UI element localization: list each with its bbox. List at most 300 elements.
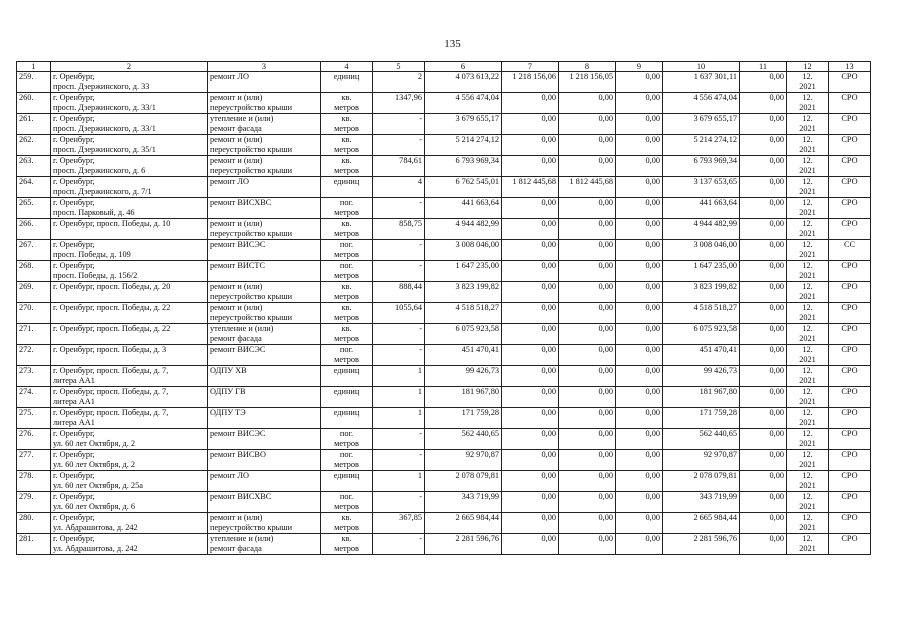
row-number-cell — [17, 324, 51, 345]
col9-cell — [616, 387, 663, 408]
col8-cell — [559, 135, 616, 156]
col8-value: 0,00 — [598, 513, 613, 522]
address-cell — [51, 387, 208, 408]
deadline-cell — [787, 156, 829, 177]
address-line-2: литера АА1 — [53, 396, 95, 406]
col9-value: 0,00 — [645, 240, 660, 249]
col11-cell — [740, 240, 787, 261]
table-row — [17, 282, 871, 303]
col11-cell — [740, 450, 787, 471]
work-type-line-2: переустройство крыши — [210, 228, 293, 238]
unit-cell — [321, 177, 373, 198]
col9-cell — [616, 240, 663, 261]
deadline-cell — [787, 303, 829, 324]
header-cell: 1 — [17, 62, 51, 72]
unit-line-2: метров — [334, 501, 359, 511]
address-line-1: г. Оренбург, — [53, 261, 95, 270]
quantity-value: 1 — [417, 366, 422, 375]
quantity-value: 367,85 — [399, 513, 422, 522]
total-cost-cell — [425, 408, 502, 429]
col9-value: 0,00 — [645, 513, 660, 522]
col8-value: 0,00 — [598, 135, 613, 144]
col7-value: 0,00 — [541, 513, 556, 522]
col9-value: 0,00 — [645, 93, 660, 102]
table-row — [17, 261, 871, 282]
quantity-cell — [373, 177, 425, 198]
work-type-cell — [208, 408, 321, 429]
quantity-value: - — [419, 345, 422, 354]
total-cost-value: 4 556 474,04 — [455, 93, 499, 102]
row-number-cell — [17, 366, 51, 387]
quantity-cell — [373, 261, 425, 282]
unit-cell — [321, 282, 373, 303]
col11-cell — [740, 177, 787, 198]
quantity-value: 4 — [417, 177, 422, 186]
total-cost-value: 4 944 482,99 — [455, 219, 499, 228]
row-number-cell — [17, 177, 51, 198]
work-type-cell — [208, 492, 321, 513]
col11-cell — [740, 366, 787, 387]
table-row — [17, 177, 871, 198]
total-cost-value: 2 078 079,81 — [455, 471, 499, 480]
unit-line-2: метров — [334, 165, 359, 175]
col10-value: 3 008 046,00 — [693, 240, 737, 249]
work-type-line-1: ремонт ВИСЭС — [210, 240, 266, 249]
quantity-cell — [373, 93, 425, 114]
method-cell — [829, 240, 871, 261]
method-cell — [829, 72, 871, 93]
method-cell — [829, 492, 871, 513]
col9-cell — [616, 261, 663, 282]
work-type-line-1: ремонт и (или) — [210, 135, 263, 144]
col10-cell — [663, 429, 740, 450]
quantity-value: - — [419, 114, 422, 123]
col11-value: 0,00 — [769, 534, 784, 543]
work-type-line-1: утепление и (или) — [210, 114, 274, 123]
total-cost-cell — [425, 492, 502, 513]
quantity-value: - — [419, 450, 422, 459]
unit-line-1: кв. — [341, 93, 352, 102]
row-number: 267. — [19, 240, 34, 249]
header-cell: 5 — [373, 62, 425, 72]
deadline-year: 2021 — [799, 207, 816, 217]
unit-line-1: пог. — [339, 240, 354, 249]
total-cost-value: 3 679 655,17 — [455, 114, 499, 123]
unit-cell — [321, 303, 373, 324]
unit-line-1: единиц — [333, 366, 360, 375]
row-number: 274. — [19, 387, 34, 396]
work-type-cell — [208, 282, 321, 303]
deadline-month: 12. — [802, 513, 813, 522]
work-type-cell — [208, 429, 321, 450]
table-row — [17, 135, 871, 156]
col10-value: 3 679 655,17 — [693, 114, 737, 123]
quantity-cell — [373, 324, 425, 345]
method-cell — [829, 156, 871, 177]
unit-line-1: кв. — [341, 219, 352, 228]
method-cell — [829, 114, 871, 135]
address-line-1: г. Оренбург, просп. Победы, д. 7, — [53, 408, 169, 417]
quantity-cell — [373, 114, 425, 135]
work-type-line-1: ОДПУ ГВ — [210, 387, 246, 396]
col9-value: 0,00 — [645, 345, 660, 354]
col7-cell — [502, 513, 559, 534]
table-row — [17, 450, 871, 471]
col9-value: 0,00 — [645, 366, 660, 375]
work-type-line-1: ремонт и (или) — [210, 156, 263, 165]
quantity-cell — [373, 282, 425, 303]
address-cell — [51, 114, 208, 135]
address-line-2: просп. Дзержинского, д. 6 — [53, 165, 146, 175]
col7-value: 0,00 — [541, 240, 556, 249]
total-cost-cell — [425, 156, 502, 177]
row-number-cell — [17, 114, 51, 135]
address-line-2: просп. Дзержинского, д. 33/1 — [53, 102, 156, 112]
unit-line-1: пог. — [339, 492, 354, 501]
work-type-line-2: ремонт фасада — [210, 123, 262, 133]
repair-program-table — [16, 61, 871, 555]
unit-line-2: метров — [334, 249, 359, 259]
unit-cell — [321, 408, 373, 429]
unit-line-1: кв. — [341, 282, 352, 291]
total-cost-cell — [425, 387, 502, 408]
unit-line-1: единиц — [333, 72, 360, 81]
quantity-value: - — [419, 492, 422, 501]
deadline-year: 2021 — [799, 333, 816, 343]
deadline-month: 12. — [802, 387, 813, 396]
work-type-line-1: ремонт ВИСВО — [210, 450, 266, 459]
address-cell — [51, 72, 208, 93]
quantity-value: 2 — [417, 72, 422, 81]
col8-cell — [559, 450, 616, 471]
address-line-2: просп. Победы, д. 156/2 — [53, 270, 138, 280]
method-value: СРО — [841, 93, 858, 102]
address-line-2: просп. Победы, д. 109 — [53, 249, 131, 259]
address-cell — [51, 135, 208, 156]
col7-value: 0,00 — [541, 366, 556, 375]
total-cost-cell — [425, 450, 502, 471]
work-type-cell — [208, 366, 321, 387]
col7-value: 0,00 — [541, 429, 556, 438]
col8-value: 0,00 — [598, 492, 613, 501]
col8-cell — [559, 198, 616, 219]
work-type-line-1: ремонт ЛО — [210, 72, 249, 81]
work-type-line-1: ремонт ВИСХВС — [210, 492, 272, 501]
col7-cell — [502, 240, 559, 261]
row-number-cell — [17, 450, 51, 471]
col7-value: 0,00 — [541, 471, 556, 480]
unit-line-1: единиц — [333, 471, 360, 480]
col7-value: 0,00 — [541, 156, 556, 165]
address-cell — [51, 366, 208, 387]
col7-cell — [502, 450, 559, 471]
address-line-1: г. Оренбург, — [53, 450, 95, 459]
col7-cell — [502, 324, 559, 345]
address-line-1: г. Оренбург, — [53, 177, 95, 186]
col10-cell — [663, 324, 740, 345]
deadline-cell — [787, 471, 829, 492]
col7-cell — [502, 492, 559, 513]
table-row — [17, 387, 871, 408]
col11-cell — [740, 93, 787, 114]
quantity-cell — [373, 156, 425, 177]
table-row — [17, 534, 871, 555]
address-line-1: г. Оренбург, — [53, 534, 95, 543]
row-number: 280. — [19, 513, 34, 522]
col9-cell — [616, 471, 663, 492]
address-cell — [51, 303, 208, 324]
unit-cell — [321, 240, 373, 261]
col9-value: 0,00 — [645, 492, 660, 501]
address-cell — [51, 177, 208, 198]
col7-value: 0,00 — [541, 534, 556, 543]
address-line-1: г. Оренбург, просп. Победы, д. 7, — [53, 387, 169, 396]
method-value: СРО — [841, 114, 858, 123]
col10-cell — [663, 135, 740, 156]
address-line-1: г. Оренбург, — [53, 471, 95, 480]
deadline-year: 2021 — [799, 123, 816, 133]
col11-cell — [740, 534, 787, 555]
unit-line-2: метров — [334, 354, 359, 364]
work-type-line-1: утепление и (или) — [210, 324, 274, 333]
method-value: СРО — [841, 219, 858, 228]
work-type-cell — [208, 324, 321, 345]
address-line-2: просп. Дзержинского, д. 33 — [53, 81, 150, 91]
col9-value: 0,00 — [645, 429, 660, 438]
deadline-year: 2021 — [799, 249, 816, 259]
address-line-1: г. Оренбург, просп. Победы, д. 3 — [53, 345, 167, 354]
unit-line-1: кв. — [341, 324, 352, 333]
col11-cell — [740, 324, 787, 345]
col7-cell — [502, 345, 559, 366]
col10-value: 4 556 474,04 — [693, 93, 737, 102]
row-number: 270. — [19, 303, 34, 312]
deadline-month: 12. — [802, 345, 813, 354]
row-number: 263. — [19, 156, 34, 165]
total-cost-cell — [425, 240, 502, 261]
col7-cell — [502, 366, 559, 387]
unit-line-1: кв. — [341, 534, 352, 543]
col11-value: 0,00 — [769, 240, 784, 249]
col9-value: 0,00 — [645, 114, 660, 123]
quantity-value: - — [419, 534, 422, 543]
deadline-cell — [787, 282, 829, 303]
total-cost-cell — [425, 429, 502, 450]
col7-cell — [502, 114, 559, 135]
col10-value: 3 823 199,82 — [693, 282, 737, 291]
row-number-cell — [17, 534, 51, 555]
col11-cell — [740, 408, 787, 429]
deadline-year: 2021 — [799, 291, 816, 301]
unit-line-1: кв. — [341, 114, 352, 123]
row-number-cell — [17, 387, 51, 408]
col8-value: 0,00 — [598, 303, 613, 312]
col11-value: 0,00 — [769, 177, 784, 186]
unit-line-1: единиц — [333, 408, 360, 417]
unit-line-2: метров — [334, 333, 359, 343]
unit-line-1: кв. — [341, 156, 352, 165]
method-cell — [829, 303, 871, 324]
total-cost-cell — [425, 324, 502, 345]
deadline-month: 12. — [802, 240, 813, 249]
deadline-year: 2021 — [799, 480, 816, 490]
total-cost-cell — [425, 135, 502, 156]
col9-cell — [616, 429, 663, 450]
row-number: 268. — [19, 261, 34, 270]
address-line-2: просп. Дзержинского, д. 33/1 — [53, 123, 156, 133]
address-line-2: литера АА1 — [53, 375, 95, 385]
address-line-1: г. Оренбург, — [53, 135, 95, 144]
table-row — [17, 219, 871, 240]
work-type-line-1: ремонт и (или) — [210, 219, 263, 228]
col8-cell — [559, 534, 616, 555]
quantity-cell — [373, 429, 425, 450]
col9-value: 0,00 — [645, 282, 660, 291]
col11-value: 0,00 — [769, 387, 784, 396]
col9-value: 0,00 — [645, 198, 660, 207]
col11-cell — [740, 219, 787, 240]
col10-value: 4 518 518,27 — [693, 303, 737, 312]
quantity-value: 888,44 — [399, 282, 422, 291]
total-cost-value: 4 073 613,22 — [455, 72, 499, 81]
row-number-cell — [17, 156, 51, 177]
address-cell — [51, 261, 208, 282]
col8-cell — [559, 366, 616, 387]
unit-cell — [321, 72, 373, 93]
method-value: СРО — [841, 471, 858, 480]
col8-cell — [559, 219, 616, 240]
quantity-value: - — [419, 324, 422, 333]
deadline-year: 2021 — [799, 417, 816, 427]
total-cost-value: 1 647 235,00 — [455, 261, 499, 270]
col10-value: 4 944 482,99 — [693, 219, 737, 228]
work-type-cell — [208, 513, 321, 534]
address-cell — [51, 408, 208, 429]
col10-cell — [663, 366, 740, 387]
deadline-cell — [787, 219, 829, 240]
method-cell — [829, 93, 871, 114]
table-row — [17, 492, 871, 513]
work-type-line-2: переустройство крыши — [210, 312, 293, 322]
total-cost-value: 181 967,80 — [461, 387, 499, 396]
deadline-year: 2021 — [799, 186, 816, 196]
col9-cell — [616, 408, 663, 429]
col11-value: 0,00 — [769, 261, 784, 270]
col10-cell — [663, 72, 740, 93]
address-line-1: г. Оренбург, — [53, 156, 95, 165]
address-line-1: г. Оренбург, просп. Победы, д. 22 — [53, 303, 171, 312]
unit-cell — [321, 513, 373, 534]
unit-cell — [321, 366, 373, 387]
col11-cell — [740, 135, 787, 156]
total-cost-cell — [425, 198, 502, 219]
total-cost-value: 6 075 923,58 — [455, 324, 499, 333]
quantity-cell — [373, 366, 425, 387]
col9-value: 0,00 — [645, 135, 660, 144]
row-number: 271. — [19, 324, 34, 333]
total-cost-cell — [425, 513, 502, 534]
col10-cell — [663, 156, 740, 177]
col8-cell — [559, 177, 616, 198]
deadline-year: 2021 — [799, 522, 816, 532]
method-value: СРО — [841, 72, 858, 81]
address-line-2: ул. Абдрашитова, д. 242 — [53, 543, 138, 553]
method-cell — [829, 261, 871, 282]
row-number: 273. — [19, 366, 34, 375]
quantity-cell — [373, 135, 425, 156]
address-line-2: литера АА1 — [53, 417, 95, 427]
quantity-cell — [373, 72, 425, 93]
quantity-value: 858,75 — [399, 219, 422, 228]
col8-value: 0,00 — [598, 114, 613, 123]
col11-value: 0,00 — [769, 345, 784, 354]
deadline-month: 12. — [802, 471, 813, 480]
work-type-line-1: ОДПУ ХВ — [210, 366, 247, 375]
col11-value: 0,00 — [769, 492, 784, 501]
unit-line-2: метров — [334, 228, 359, 238]
quantity-cell — [373, 513, 425, 534]
col10-value: 2 078 079,81 — [693, 471, 737, 480]
row-number: 277. — [19, 450, 34, 459]
quantity-cell — [373, 471, 425, 492]
work-type-cell — [208, 303, 321, 324]
total-cost-cell — [425, 282, 502, 303]
method-cell — [829, 345, 871, 366]
header-cell: 3 — [208, 62, 321, 72]
row-number: 281. — [19, 534, 34, 543]
row-number: 278. — [19, 471, 34, 480]
address-line-2: ул. Абдрашитова, д. 242 — [53, 522, 138, 532]
row-number-cell — [17, 261, 51, 282]
col10-value: 562 440,65 — [699, 429, 737, 438]
total-cost-value: 3 823 199,82 — [455, 282, 499, 291]
col9-cell — [616, 198, 663, 219]
col9-cell — [616, 156, 663, 177]
col9-value: 0,00 — [645, 450, 660, 459]
header-cell: 6 — [425, 62, 502, 72]
row-number: 279. — [19, 492, 34, 501]
work-type-cell — [208, 534, 321, 555]
address-cell — [51, 534, 208, 555]
col10-value: 171 759,28 — [699, 408, 737, 417]
deadline-year: 2021 — [799, 165, 816, 175]
col8-value: 0,00 — [598, 198, 613, 207]
table-row — [17, 366, 871, 387]
method-cell — [829, 387, 871, 408]
col9-value: 0,00 — [645, 534, 660, 543]
method-value: СРО — [841, 387, 858, 396]
col11-value: 0,00 — [769, 93, 784, 102]
header-cell: 9 — [616, 62, 663, 72]
col11-value: 0,00 — [769, 513, 784, 522]
col8-cell — [559, 324, 616, 345]
unit-line-2: метров — [334, 207, 359, 217]
col7-cell — [502, 534, 559, 555]
method-value: СРО — [841, 156, 858, 165]
address-line-2: ул. 60 лет Октября, д. 25а — [53, 480, 143, 490]
unit-line-2: метров — [334, 438, 359, 448]
unit-cell — [321, 261, 373, 282]
method-value: СРО — [841, 282, 858, 291]
work-type-line-2: переустройство крыши — [210, 165, 293, 175]
deadline-cell — [787, 93, 829, 114]
method-cell — [829, 534, 871, 555]
col10-value: 5 214 274,12 — [693, 135, 737, 144]
deadline-month: 12. — [802, 177, 813, 186]
method-value: СРО — [841, 534, 858, 543]
deadline-year: 2021 — [799, 81, 816, 91]
address-line-1: г. Оренбург, просп. Победы, д. 10 — [53, 219, 171, 228]
